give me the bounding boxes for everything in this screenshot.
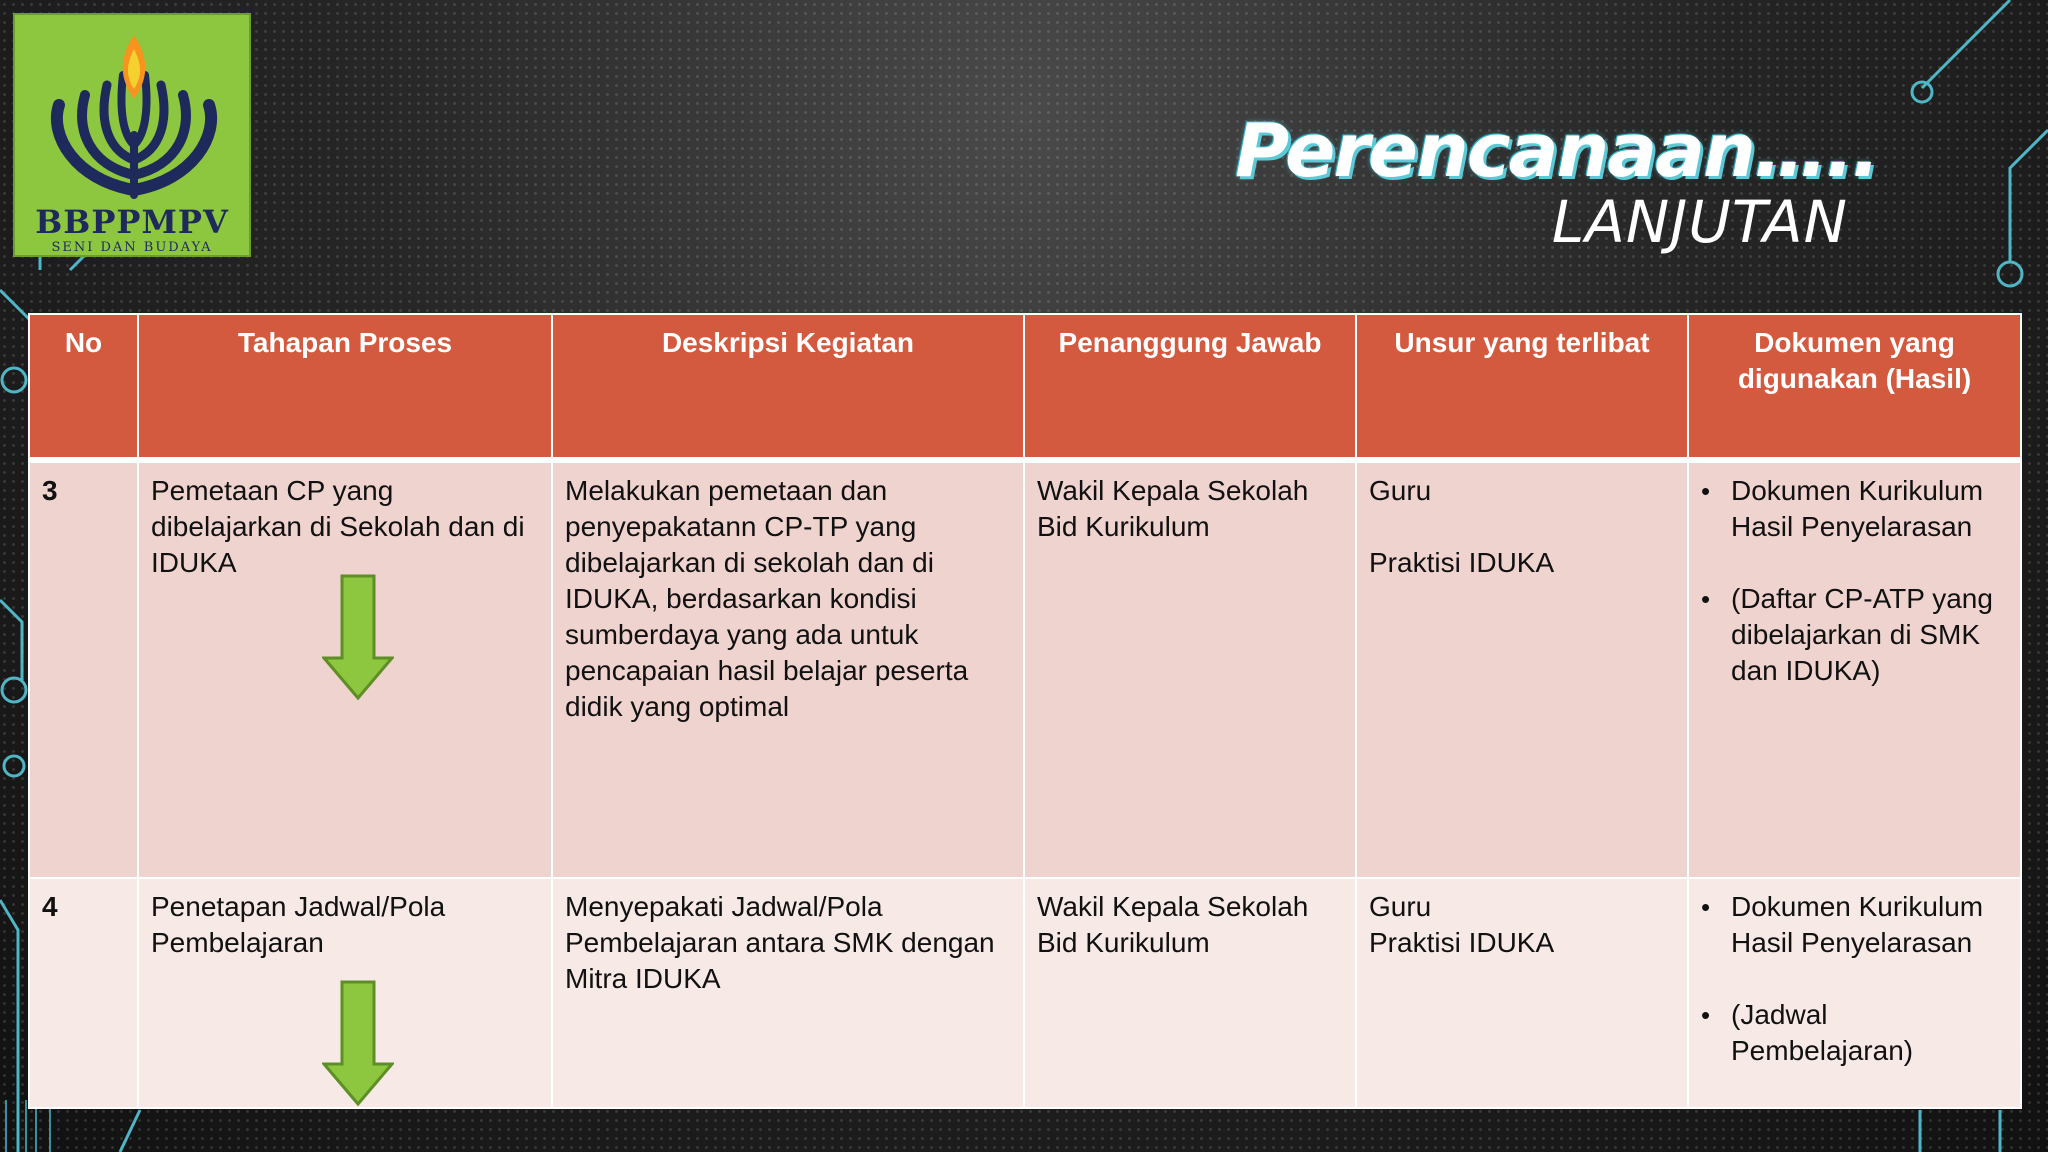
cell-tahapan: Penetapan Jadwal/Pola Pembelajaran — [138, 878, 552, 1108]
header-no: No — [29, 314, 138, 460]
unsur-item: Praktisi IDUKA — [1369, 547, 1555, 578]
cell-dokumen — [1688, 460, 2021, 878]
dokumen-item: • (Jadwal Pembelajaran) — [1701, 997, 2008, 1069]
dokumen-item: • Dokumen Kurikulum Hasil Penyelarasan — [1701, 473, 2008, 545]
cell-unsur — [1356, 878, 1688, 1108]
unsur-item: Guru — [1369, 475, 1432, 506]
slide-title: Perencanaan….. — [1234, 108, 1878, 194]
cell-no: 3 — [29, 460, 138, 878]
cell-tahapan: Pemetaan CP yang dibelajarkan di Sekolah dan di IDUKA — [138, 460, 552, 878]
cell-penanggung: Wakil Kepala Sekolah Bid Kurikulum — [1024, 460, 1356, 878]
slide-subtitle: LANJUTAN — [1551, 188, 1848, 256]
logo-subtitle: SENI DAN BUDAYA — [51, 240, 213, 255]
logo-emblem — [15, 15, 253, 205]
down-arrow-icon — [322, 574, 394, 702]
logo — [13, 13, 251, 257]
cell-unsur — [1356, 460, 1688, 878]
cell-no: 4 — [29, 878, 138, 1108]
header-penanggung: Penanggung Jawab — [1024, 314, 1356, 460]
unsur-item: Guru — [1369, 891, 1432, 922]
dokumen-item: • (Daftar CP-ATP yang dibelajarkan di SMK dan IDUKA) — [1701, 581, 2008, 689]
header-dokumen: Dokumen yang digunakan (Hasil) — [1688, 314, 2021, 460]
cell-deskripsi: Menyepakati Jadwal/Pola Pembelajaran antara SMK dengan Mitra IDUKA — [552, 878, 1024, 1108]
unsur-item: Praktisi IDUKA — [1369, 927, 1555, 958]
cell-deskripsi: Melakukan pemetaan dan penyepakatann CP-TP yang dibelajarkan di sekolah dan di IDUKA, berdasarkan kondisi sumberdaya yang ada untuk pencapaian hasil belajar peserta didik yang optimal — [552, 460, 1024, 878]
cell-dokumen — [1688, 878, 2021, 1108]
header-deskripsi: Deskripsi Kegiatan — [552, 314, 1024, 460]
cell-penanggung: Wakil Kepala Sekolah Bid Kurikulum — [1024, 878, 1356, 1108]
dokumen-item: • Dokumen Kurikulum Hasil Penyelarasan — [1701, 889, 2008, 961]
header-tahapan: Tahapan Proses — [138, 314, 552, 460]
table-header-row — [29, 314, 2021, 460]
logo-name: BBPPMPV — [35, 203, 229, 241]
down-arrow-icon — [322, 980, 394, 1108]
header-unsur: Unsur yang terlibat — [1356, 314, 1688, 460]
